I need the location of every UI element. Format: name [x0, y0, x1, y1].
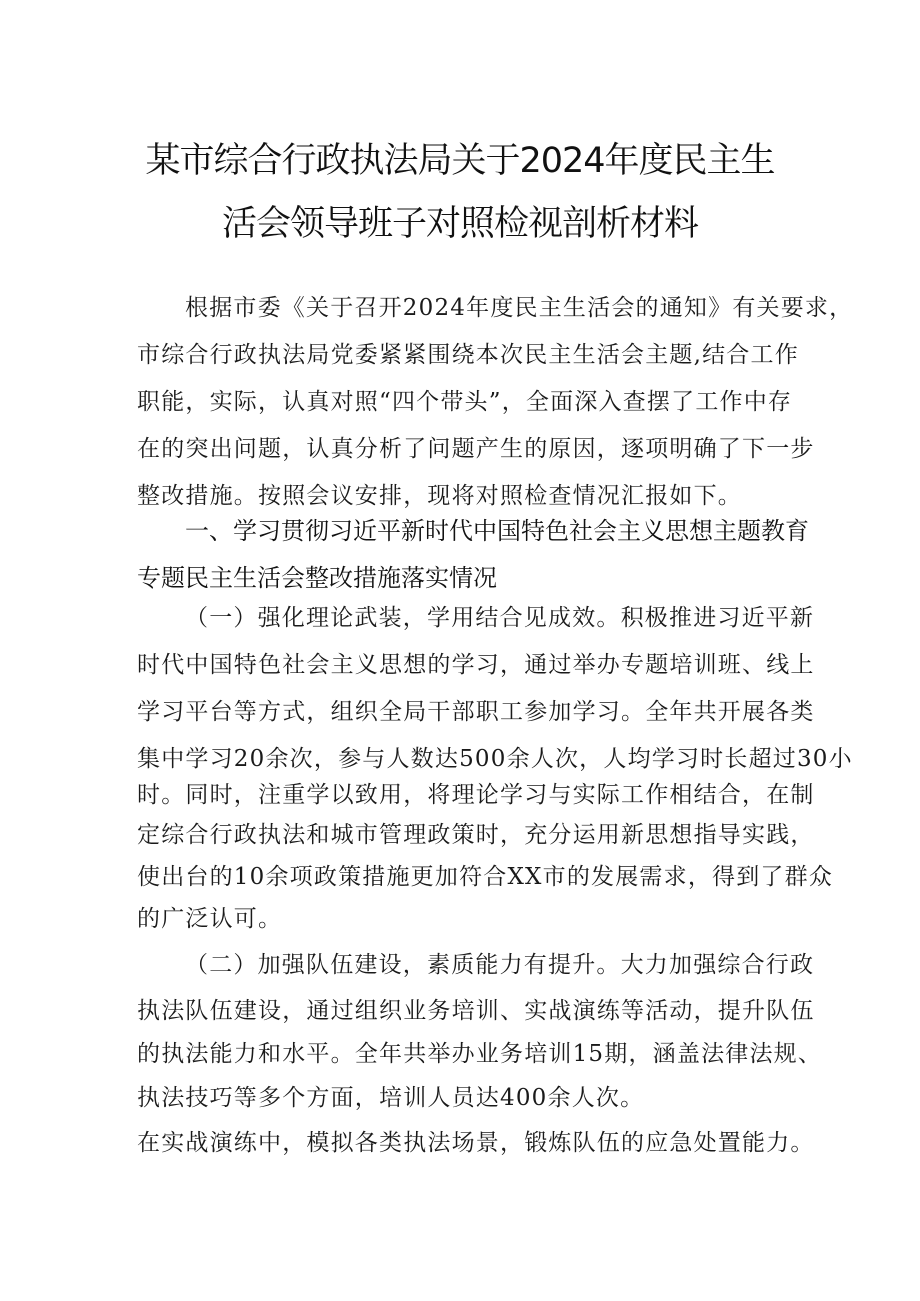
document-title-line-1: 某市综合行政执法局关于2024年度民主生 [145, 141, 775, 181]
para1-line-7: 使出台的10余项政策措施更加符合XX市的发展需求，得到了群众 [137, 864, 834, 890]
para1-line-8: 的广泛认可。 [137, 906, 283, 932]
para1-line-4: 集中学习20余次，参与人数达500余人次，人均学习时长超过30小 [137, 746, 853, 772]
para1-line-1: （一）强化理论武装，学用结合见成效。积极推进习近平新 [185, 605, 815, 631]
para1-line-2: 时代中国特色社会主义思想的学习，通过举办专题培训班、线上 [137, 652, 815, 678]
para1-line-3: 学习平台等方式，组织全局干部职工参加学习。全年共开展各类 [137, 699, 815, 725]
intro-line-2: 市综合行政执法局党委紧紧围绕本次民主生活会主题,结合工作 [137, 342, 799, 368]
intro-line-3: 职能，实际，认真对照“四个带头”，全面深入查摆了工作中存 [137, 389, 793, 415]
document-title-line-2: 活会领导班子对照检视剖析材料 [221, 204, 698, 244]
intro-line-4: 在的突出问题，认真分析了问题产生的原因，逐项明确了下一步 [137, 436, 815, 462]
para1-line-5: 时。同时，注重学以致用，将理论学习与实际工作相结合，在制 [137, 782, 815, 808]
para2-line-1: （二）加强队伍建设，素质能力有提升。大力加强综合行政 [185, 952, 815, 978]
para1-line-6: 定综合行政执法和城市管理政策时，充分运用新思想指导实践， [137, 822, 815, 848]
intro-line-1: 根据市委《关于召开2024年度民主生活会的通知》有关要求， [185, 295, 854, 321]
para2-line-5: 在实战演练中，模拟各类执法场景，锻炼队伍的应急处置能力。 [137, 1130, 815, 1156]
para2-line-2: 执法队伍建设，通过组织业务培训、实战演练等活动，提升队伍 [137, 998, 815, 1024]
para2-line-3: 的执法能力和水平。全年共举办业务培训15期，涵盖法律法规、 [137, 1041, 823, 1067]
intro-line-5: 整改措施。按照会议安排，现将对照检查情况汇报如下。 [137, 483, 742, 509]
para2-line-4: 执法技巧等多个方面，培训人员达400余人次。 [137, 1085, 645, 1111]
section-heading-line-1: 一、学习贯彻习近平新时代中国特色社会主义思想主题教育 [185, 517, 809, 545]
section-heading-line-2: 专题民主生活会整改措施落实情况 [137, 564, 497, 592]
